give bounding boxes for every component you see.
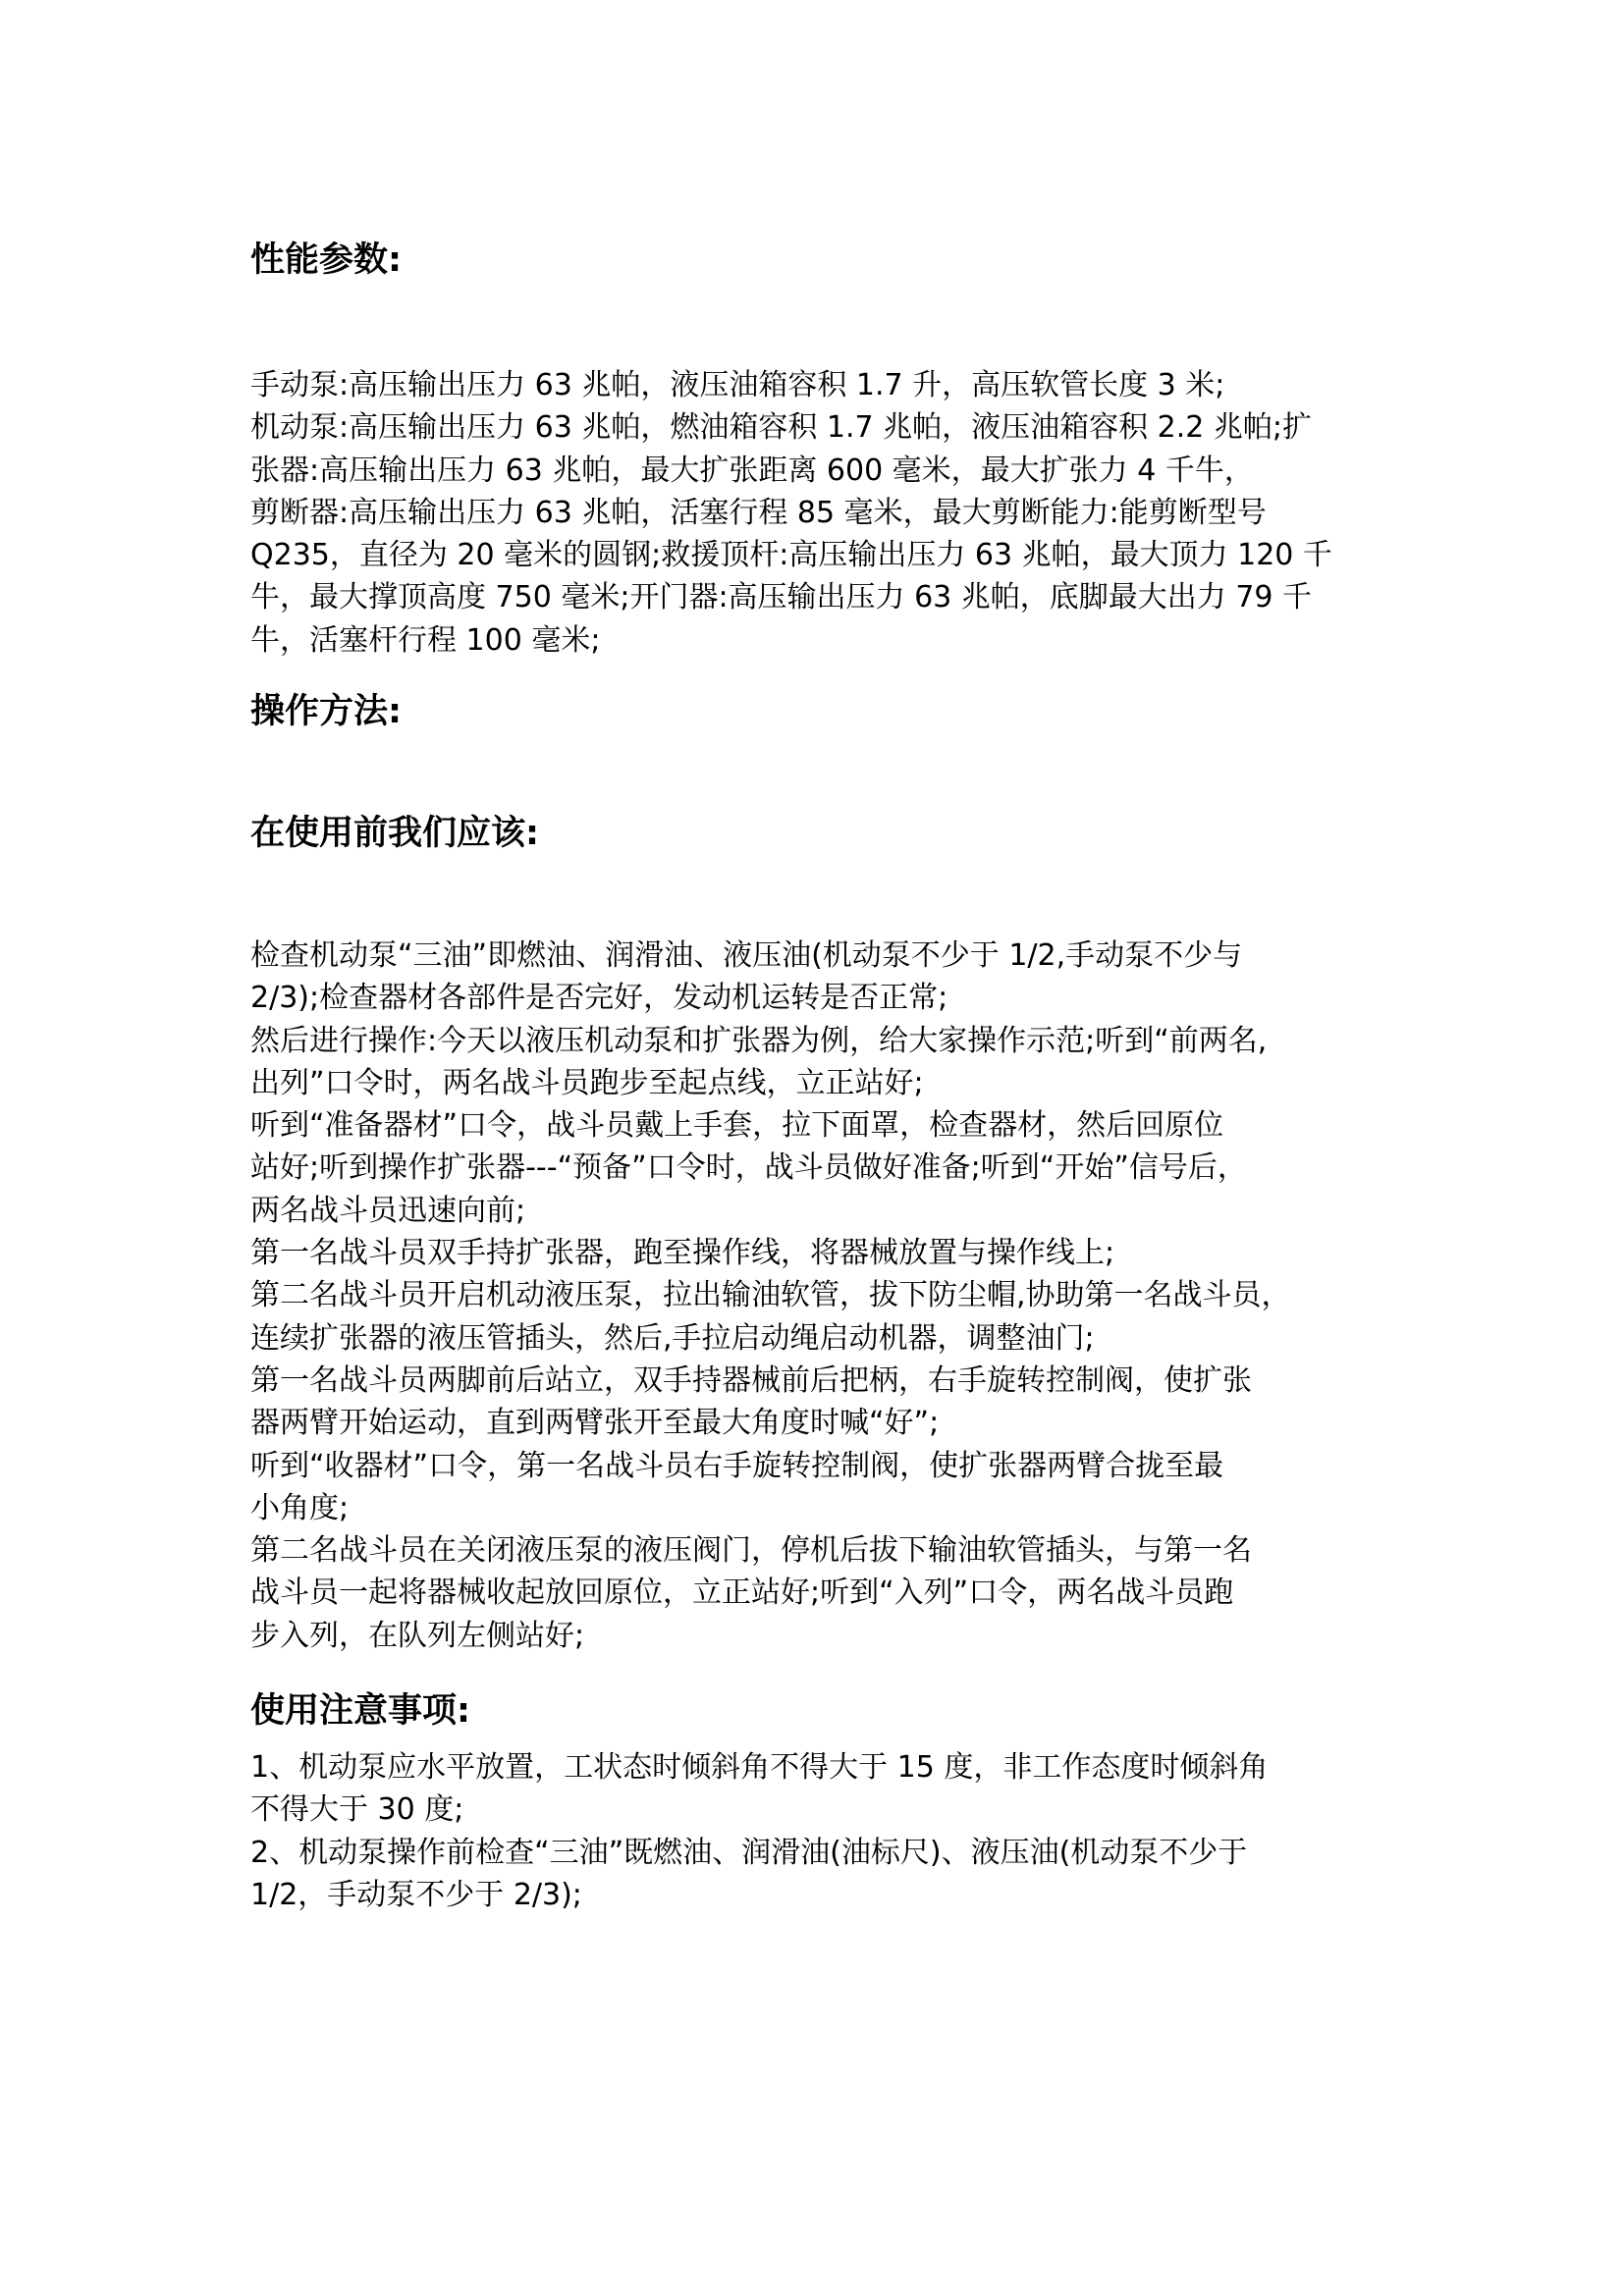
text-line: 第一名战斗员两脚前后站立，双手持器械前后把柄，右手旋转控制阀，使扩张 <box>250 1362 1252 1398</box>
specs-paragraph <box>250 364 1419 662</box>
text-line: 小角度; <box>250 1490 350 1525</box>
heading-before-use: 在使用前我们应该: <box>250 814 539 853</box>
heading-notes: 使用注意事项: <box>250 1691 470 1731</box>
text-line: 战斗员一起将器械收起放回原位，立正站好;听到“入列”口令，两名战斗员跑 <box>250 1575 1234 1611</box>
text-line: 第二名战斗员在关闭液压泵的液压阀门，停机后拔下输油软管插头，与第一名 <box>250 1533 1252 1569</box>
text-line: 2、机动泵操作前检查“三油”既燃油、润滑油(油标尺)、液压油(机动泵不少于 <box>250 1835 1248 1870</box>
method-paragraph <box>250 934 1419 1657</box>
text-line: 站好;听到操作扩张器---“预备”口令时，战斗员做好准备;听到“开始”信号后， <box>250 1150 1247 1186</box>
text-line: 两名战斗员迅速向前; <box>250 1193 526 1228</box>
text-line: 张器:高压输出压力 63 兆帕，最大扩张距离 600 毫米，最大扩张力 4 千牛， <box>250 453 1254 488</box>
text-line: 第二名战斗员开启机动液压泵，拉出输油软管，拔下防尘帽,协助第一名战斗员， <box>250 1278 1291 1313</box>
text-line: Q235，直径为 20 毫米的圆钢;救援顶杆:高压输出压力 63 兆帕，最大顶力 120 千 <box>250 538 1332 573</box>
text-line: 1/2，手动泵不少于 2/3); <box>250 1877 582 1912</box>
text-line: 牛，最大撑顶高度 750 毫米;开门器:高压输出压力 63 兆帕，底脚最大出力 79 千 <box>250 580 1313 615</box>
heading-specs: 性能参数: <box>250 240 402 280</box>
text-line: 听到“准备器材”口令，战斗员戴上手套，拉下面罩，检查器材，然后回原位 <box>250 1108 1224 1144</box>
text-line: 牛，活塞杆行程 100 毫米; <box>250 622 601 658</box>
heading-method: 操作方法: <box>250 692 402 731</box>
text-line: 连续扩张器的液压管插头，然后,手拉启动绳启动机器，调整油门; <box>250 1320 1095 1356</box>
text-line: 第一名战斗员双手持扩张器，跑至操作线，将器械放置与操作线上; <box>250 1236 1115 1271</box>
text-line: 检查机动泵“三油”即燃油、润滑油、液压油(机动泵不少于 1/2,手动泵不少与 <box>250 938 1243 973</box>
text-line: 1、机动泵应水平放置，工状态时倾斜角不得大于 15 度，非工作态度时倾斜角 <box>250 1750 1269 1785</box>
text-line: 听到“收器材”口令，第一名战斗员右手旋转控制阀，使扩张器两臂合拢至最 <box>250 1448 1224 1483</box>
text-line: 手动泵:高压输出压力 63 兆帕，液压油箱容积 1.7 升，高压软管长度 3 米; <box>250 368 1225 402</box>
text-line: 然后进行操作:今天以液压机动泵和扩张器为例，给大家操作示范;听到“前两名, <box>250 1023 1268 1058</box>
text-line: 出列”口令时，两名战斗员跑步至起点线，立正站好; <box>250 1065 924 1100</box>
notes-paragraph <box>250 1746 1419 1916</box>
text-line: 机动泵:高压输出压力 63 兆帕，燃油箱容积 1.7 兆帕，液压油箱容积 2.2 兆帕;扩 <box>250 410 1313 446</box>
text-line: 2/3);检查器材各部件是否完好，发动机运转是否正常; <box>250 981 948 1016</box>
text-line: 步入列，在队列左侧站好; <box>250 1618 585 1653</box>
text-line: 器两臂开始运动，直到两臂张开至最大角度时喊“好”; <box>250 1406 940 1441</box>
text-line: 不得大于 30 度; <box>250 1792 464 1828</box>
text-line: 剪断器:高压输出压力 63 兆帕，活塞行程 85 毫米，最大剪断能力:能剪断型号 <box>250 495 1267 530</box>
